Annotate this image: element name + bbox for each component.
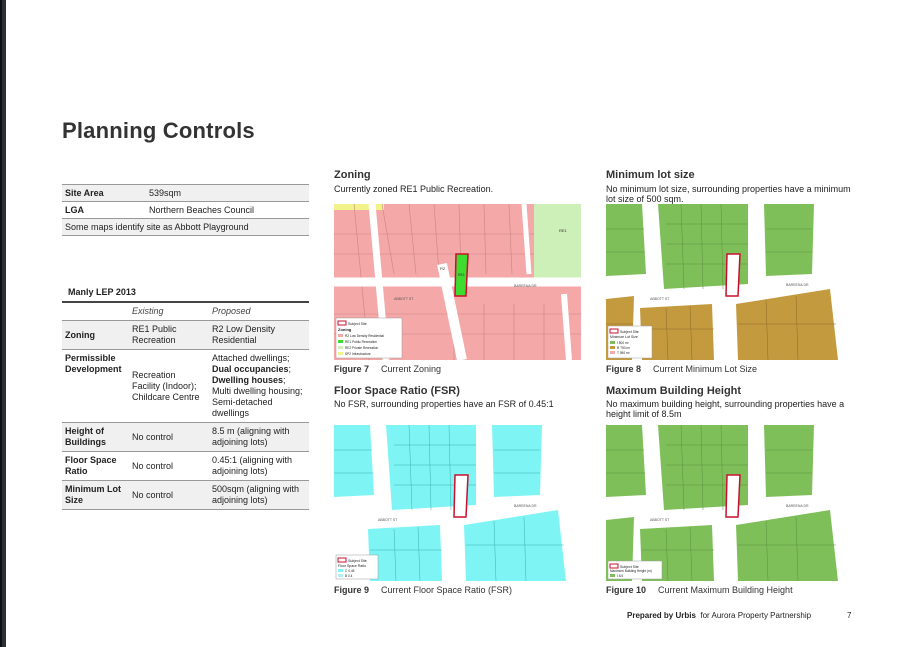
svg-text:ABBOTT ST: ABBOTT ST — [650, 297, 670, 301]
svg-text:Minimum Lot Size: Minimum Lot Size — [610, 335, 638, 339]
svg-text:Floor Space Ratio: Floor Space Ratio — [338, 564, 367, 568]
fsr-map — [334, 425, 581, 581]
lep-title: Manly LEP 2013 — [68, 287, 136, 297]
zoning-map — [334, 204, 581, 360]
svg-text:ABBOTT ST: ABBOTT ST — [378, 518, 398, 522]
zoning-existing: RE1 Public Recreation — [129, 321, 209, 350]
fsr-desc: No FSR, surrounding properties have an FSR of 0.45:1 — [334, 399, 554, 409]
minlot-label: Minimum Lot Size — [62, 481, 129, 510]
svg-text:Subject Site: Subject Site — [348, 559, 367, 563]
table-row — [62, 452, 309, 481]
zoning-map-svg — [334, 204, 581, 360]
lga-value: Northern Beaches Council — [146, 202, 309, 219]
table-row — [62, 321, 309, 350]
svg-text:ABBOTT ST: ABBOTT ST — [650, 518, 670, 522]
zoning-caption: Figure 7 Current Zoning — [334, 364, 442, 374]
subject-site — [726, 475, 740, 517]
fsr-label: Floor Space Ratio — [62, 452, 129, 481]
svg-text:Zoning: Zoning — [338, 327, 352, 332]
minlot-proposed: 500sqm (aligning with adjoining lots) — [209, 481, 309, 510]
zoning-proposed: R2 Low Density Residential — [209, 321, 309, 350]
minlot-caption: Figure 8 Current Minimum Lot Size — [606, 364, 758, 374]
svg-text:SP2 Infrastructure: SP2 Infrastructure — [345, 352, 371, 356]
table-row — [62, 219, 309, 236]
minlot-map — [606, 204, 853, 360]
svg-text:BAREENA DR: BAREENA DR — [514, 504, 537, 508]
minlot-desc: No minimum lot size, surrounding properties have a minimum lot size of 500 sqm. — [606, 184, 851, 204]
zoning-title: Zoning — [334, 169, 371, 181]
svg-text:R2: R2 — [440, 266, 446, 271]
subject-site — [726, 254, 740, 296]
minlot-title: Minimum lot size — [606, 169, 695, 181]
site-area-value: 539sqm — [146, 185, 309, 202]
fsr-title: Floor Space Ratio (FSR) — [334, 385, 460, 397]
permissible-proposed: Attached dwellings; Dual occupancies; Dwelling houses; Multi dwelling housing; Semi-detached dwellings — [209, 350, 309, 423]
svg-text:RE1: RE1 — [458, 273, 465, 277]
height-desc: No maximum building height, surrounding properties have a height limit of 8.5m — [606, 399, 845, 419]
svg-text:Maximum Building Height (m): Maximum Building Height (m) — [610, 569, 652, 573]
minlot-map-svg — [606, 204, 853, 360]
head-proposed: Proposed — [209, 302, 309, 321]
permissible-existing: Recreation Facility (Indoor); Childcare Centre — [129, 350, 209, 423]
table-row — [62, 350, 309, 423]
height-title: Maximum Building Height — [606, 385, 742, 397]
lep-table — [62, 301, 309, 510]
fsr-existing: No control — [129, 452, 209, 481]
svg-text:RE1 Public Recreation: RE1 Public Recreation — [345, 340, 378, 344]
fsr-proposed: 0.45:1 (aligning with adjoining lots) — [209, 452, 309, 481]
height-map-svg — [606, 425, 853, 581]
table-row — [62, 481, 309, 510]
fsr-caption: Figure 9 Current Floor Space Ratio (FSR) — [334, 585, 513, 595]
height-map — [606, 425, 853, 581]
permissible-label: Permissible Development — [62, 350, 129, 423]
table-row — [62, 202, 309, 219]
svg-text:BAREENA DR: BAREENA DR — [514, 284, 537, 288]
table-row — [62, 185, 309, 202]
svg-text:BAREENA DR: BAREENA DR — [786, 283, 809, 287]
head-existing: Existing — [129, 302, 209, 321]
height-existing: No control — [129, 423, 209, 452]
re2-area — [534, 204, 581, 282]
svg-text:I 8.5: I 8.5 — [617, 574, 624, 578]
svg-text:RE2 Private Recreation: RE2 Private Recreation — [345, 346, 379, 350]
footer — [627, 611, 811, 620]
lga-label: LGA — [62, 202, 146, 219]
svg-text:C 0.45: C 0.45 — [345, 569, 355, 573]
svg-text:Subject Site: Subject Site — [620, 330, 639, 334]
site-note: Some maps identify site as Abbott Playground — [62, 219, 309, 236]
page-number: 7 — [847, 611, 852, 620]
footer-prepared: Prepared by Urbis — [627, 611, 696, 620]
height-label: Height of Buildings — [62, 423, 129, 452]
svg-text:BAREENA DR: BAREENA DR — [786, 504, 809, 508]
footer-for: for Aurora Property Partnership — [700, 611, 812, 620]
site-table — [62, 184, 309, 236]
page-title: Planning Controls — [62, 118, 255, 143]
svg-text:I 500 m²: I 500 m² — [617, 341, 629, 345]
zoning-desc: Currently zoned RE1 Public Recreation. — [334, 184, 494, 194]
svg-text:Subject Site: Subject Site — [620, 565, 639, 569]
subject-site — [454, 475, 468, 517]
svg-text:B 0.4: B 0.4 — [345, 574, 353, 578]
site-area-label: Site Area — [62, 185, 146, 202]
svg-text:T 950 m²: T 950 m² — [617, 351, 630, 355]
svg-text:ABBOTT ST: ABBOTT ST — [394, 297, 414, 301]
minlot-existing: No control — [129, 481, 209, 510]
svg-text:R2 Low Density Residential: R2 Low Density Residential — [345, 334, 384, 338]
svg-text:RE1: RE1 — [559, 228, 567, 233]
fsr-map-svg — [334, 425, 581, 581]
table-header-row — [62, 302, 309, 321]
height-caption: Figure 10 Current Maximum Building Height — [606, 585, 793, 595]
svg-text:Subject Site: Subject Site — [348, 322, 367, 326]
height-proposed: 8.5 m (aligning with adjoining lots) — [209, 423, 309, 452]
page-edge-dark — [0, 0, 2, 647]
sp2-area — [334, 204, 384, 210]
svg-text:R 750 m²: R 750 m² — [617, 346, 631, 350]
table-row — [62, 423, 309, 452]
zoning-label: Zoning — [62, 321, 129, 350]
